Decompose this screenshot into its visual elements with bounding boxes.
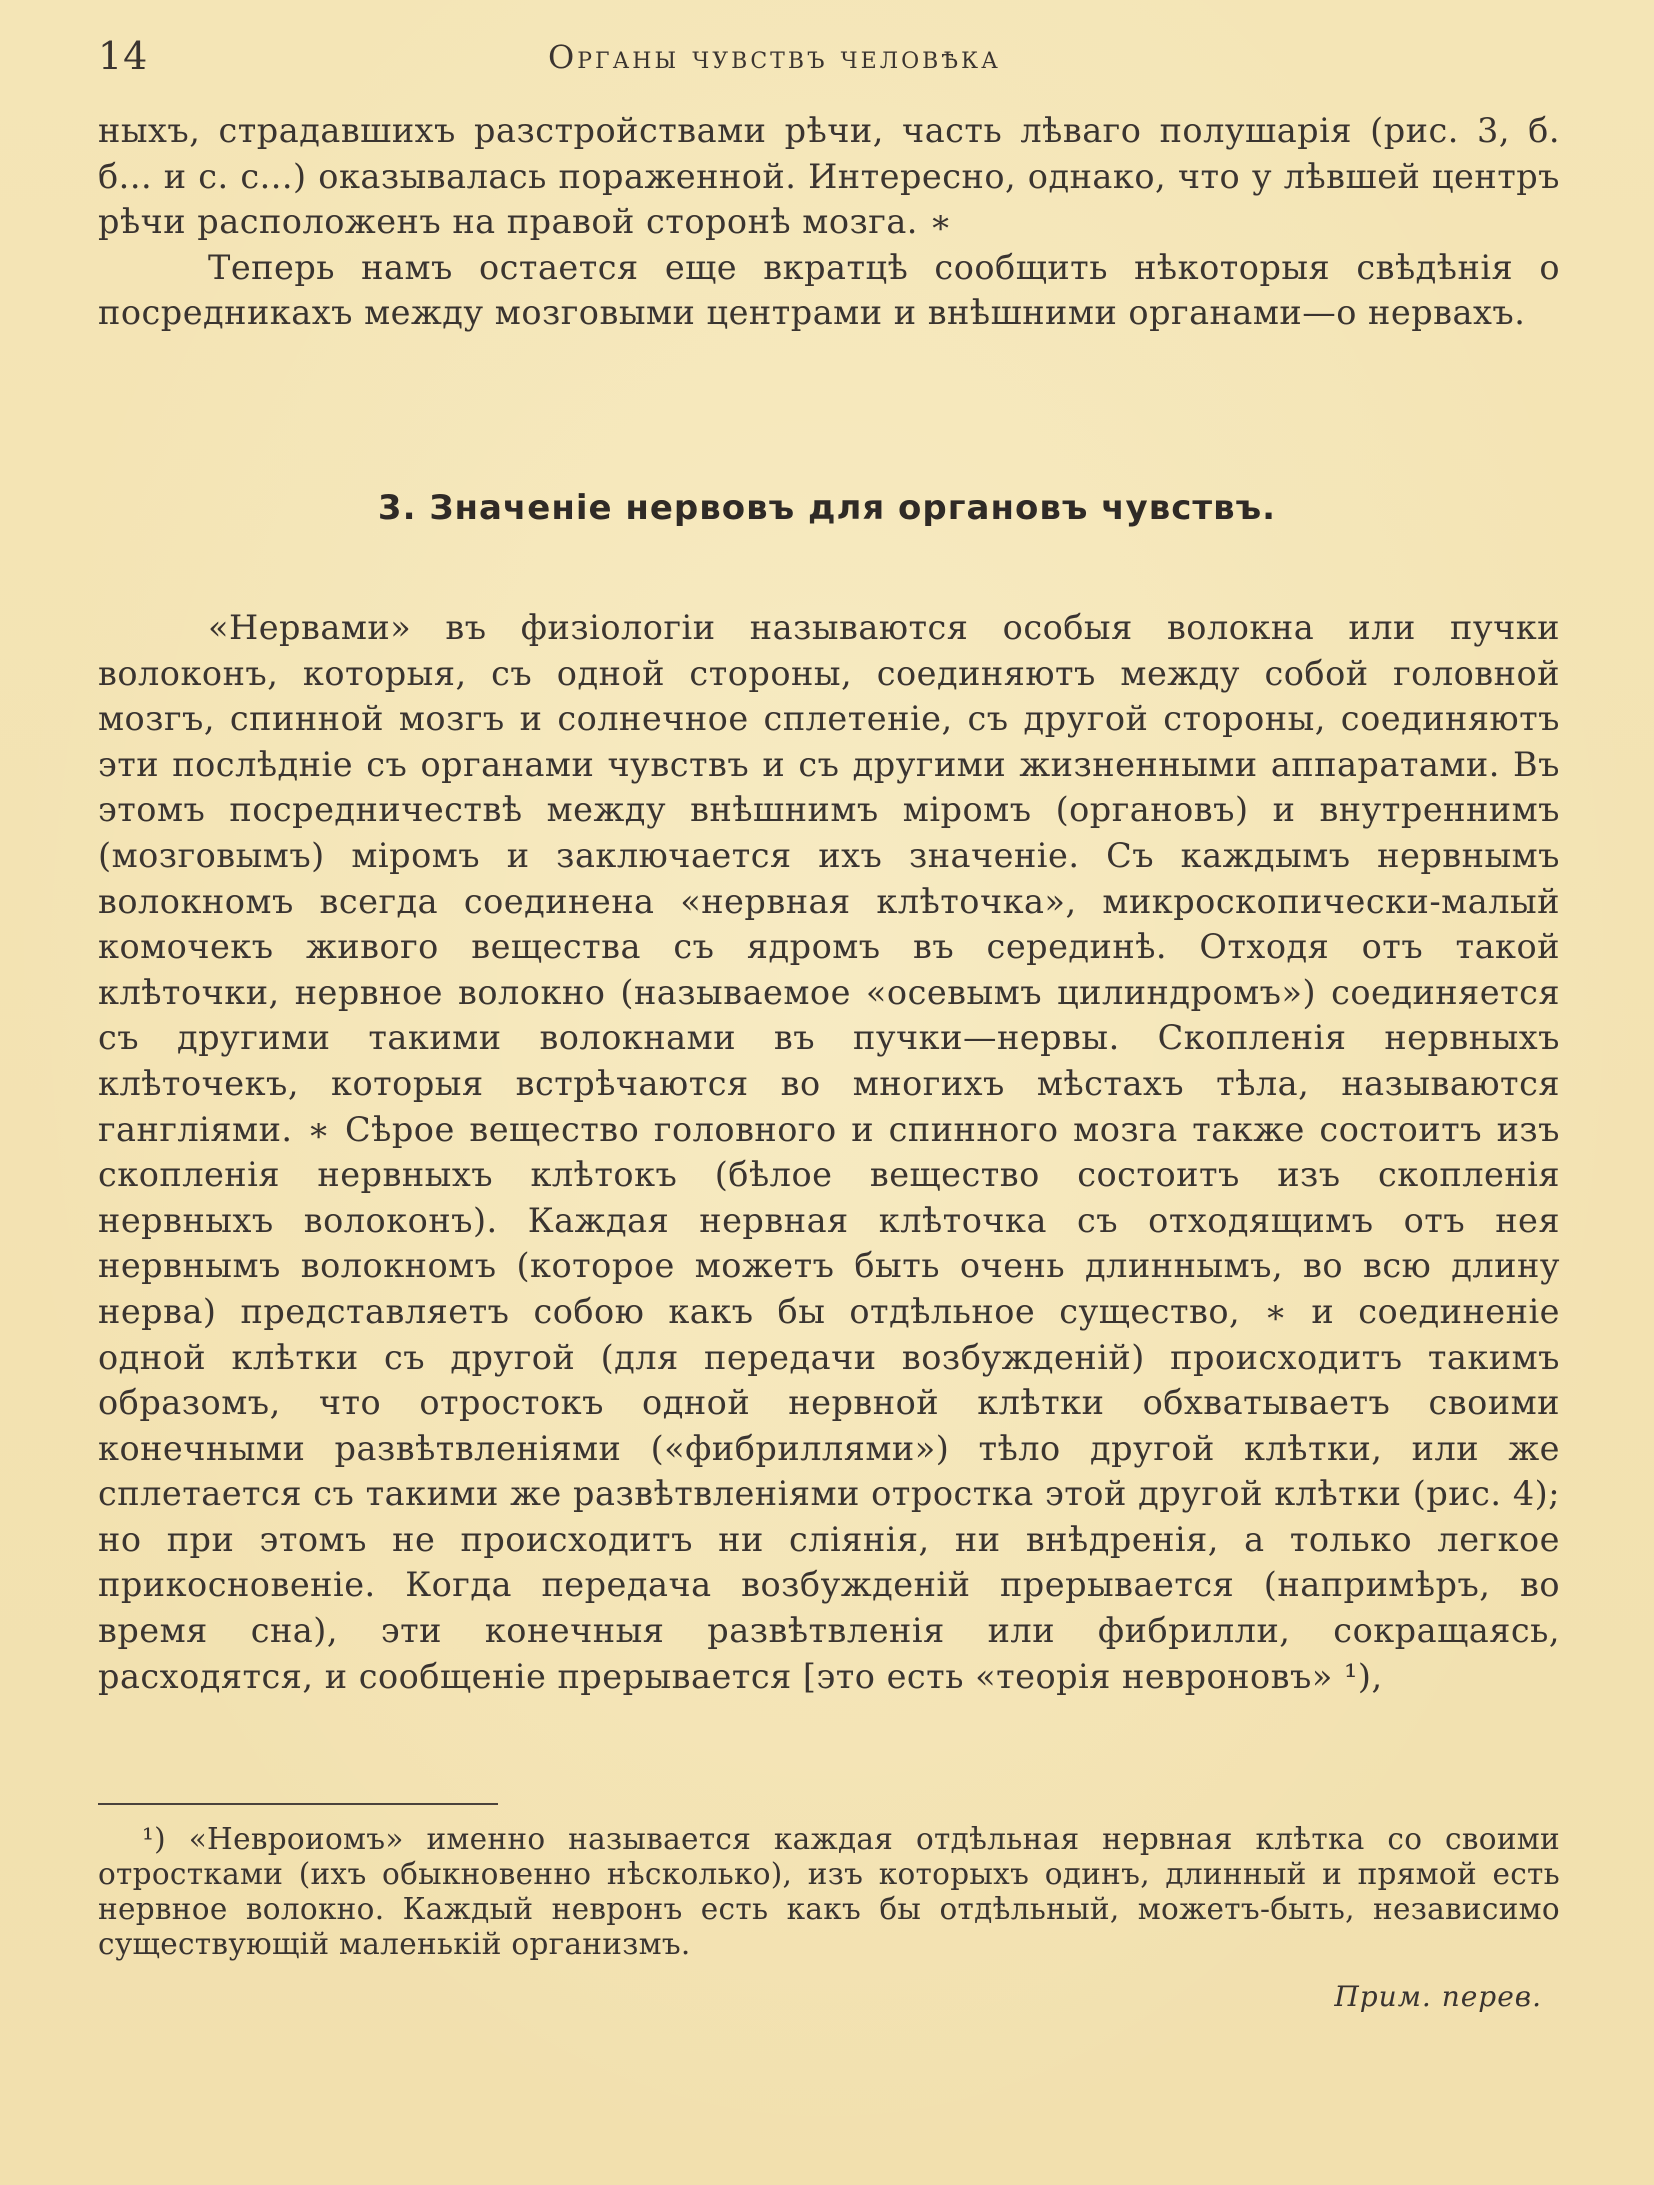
page-header: [98, 34, 1556, 84]
intro-paragraph-1: ныхъ, страдавшихъ разстройствами рѣчи, часть лѣваго полушарія (рис. 3, б. б... и с. с...) оказывалась пораженной. Интересно, однако, что у лѣвшей центръ рѣчи расположенъ на правой сторонѣ мозга. ∗: [98, 111, 1560, 241]
footnote-rule: [98, 1803, 498, 1805]
main-text: [98, 605, 1560, 1699]
intro-paragraph-2: Теперь намъ остается еще вкратцѣ сообщить нѣкоторыя свѣдѣнія о посредникахъ между мозговыми центрами и внѣшними органами—о нервахъ.: [98, 247, 1560, 332]
page-number: 14: [98, 34, 149, 78]
intro-text: [98, 108, 1560, 336]
main-paragraph: «Нервами» въ физіологіи называются особыя волокна или пучки волоконъ, которыя, съ одной стороны, соединяютъ между собой головной мозгъ, спинной мозгъ и солнечное сплетеніе, съ другой стороны, соединяютъ эти послѣдніе съ органами чувствъ и съ другими жизненными аппаратами. Въ этомъ посредничествѣ между внѣшнимъ міромъ (органовъ) и внутреннимъ (мозговымъ) міромъ и заключается ихъ значеніе. Съ каждымъ нервнымъ волокномъ всегда соединена «нервная клѣточка», микроскопически-малый комочекъ живого вещества съ ядромъ въ серединѣ. Отходя отъ такой клѣточки, нервное волокно (называемое «осевымъ цилиндромъ») соединяется съ другими такими волокнами въ пучки—нервы. Скопленія нервныхъ клѣточекъ, которыя встрѣчаются во многихъ мѣстахъ тѣла, называются гангліями. ∗ Сѣрое вещество головного и спинного мозга также состоитъ изъ скопленія нервныхъ клѣтокъ (бѣлое вещество состоитъ изъ скопленія нервныхъ волоконъ). Каждая нервная клѣточка съ отходящимъ отъ нея нервнымъ волокномъ (которое можетъ быть очень длиннымъ, во всю длину нерва) представляетъ собою какъ бы отдѣльное существо, ∗ и соединеніе одной клѣтки съ другой (для передачи возбужденій) происходитъ такимъ образомъ, что отростокъ одной нервной клѣтки обхватываетъ своими конечными развѣтвленіями («фибриллями») тѣло другой клѣтки, или же сплетается съ такими же развѣтвленіями отростка этой другой клѣтки (рис. 4); но при этомъ не происходитъ ни слiянiя, ни внѣдренiя, а только легкое прикосновеніе. Когда передача возбужденій прерывается (напримѣръ, во время сна), эти конечныя развѣтвленія или фибрилли, сокращаясь, расходятся, и сообщеніе прерывается [это есть «теорія невроновъ» ¹),: [98, 608, 1560, 1696]
footnote: [98, 1822, 1560, 1962]
running-head: Органы чувствъ человѣка: [548, 38, 1001, 76]
translator-note-signature: Прим. перев.: [1334, 1980, 1542, 2013]
footnote-text: ¹) «Невроиомъ» именно называется каждая отдѣльная нервная клѣтка со своими отростками (ихъ обыкновенно нѣсколько), изъ которыхъ одинъ, длинный и прямой есть нервное волокно. Каждый невронъ есть какъ бы отдѣльный, можетъ-быть, независимо существующій маленькій организмъ.: [98, 1822, 1560, 1961]
section-title: 3. Значеніе нервовъ для органовъ чувствъ.: [377, 488, 1277, 528]
